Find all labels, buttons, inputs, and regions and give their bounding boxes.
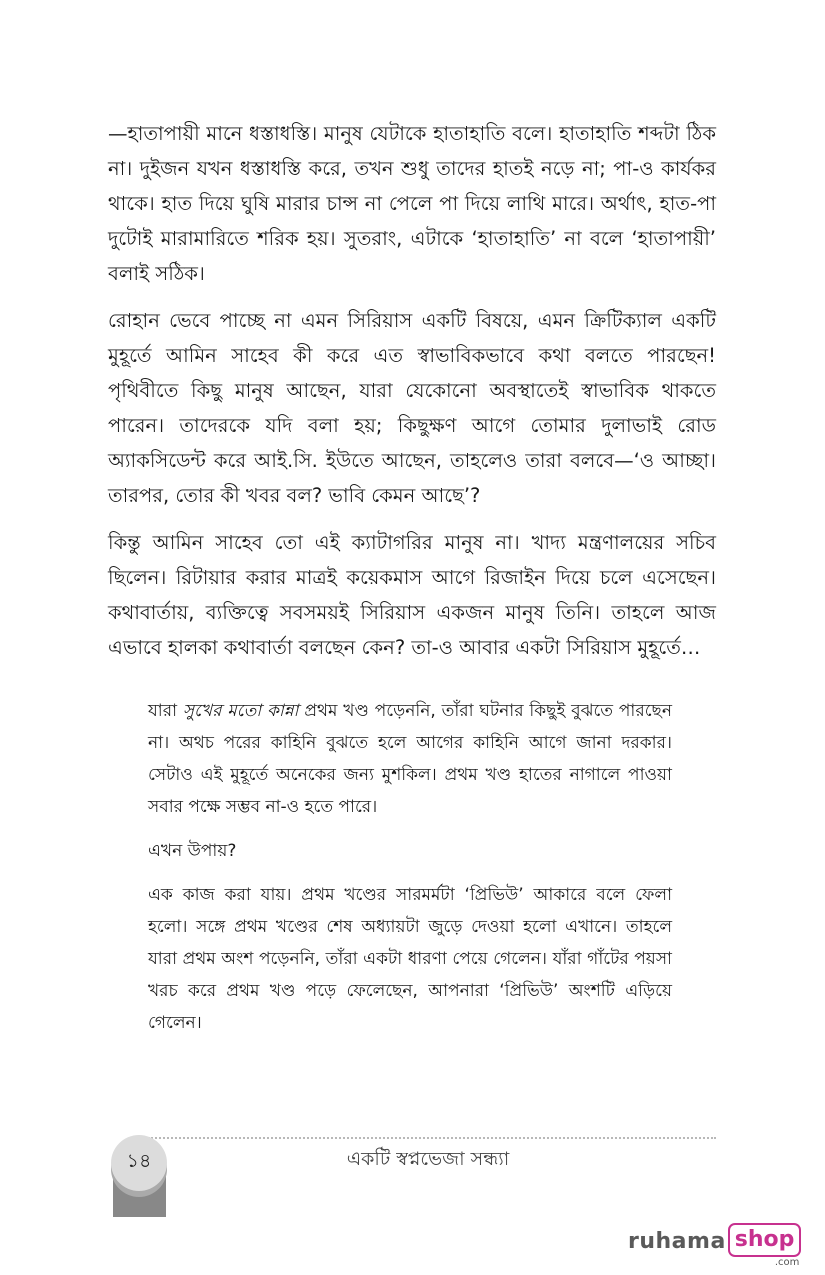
paragraph: রোহান ভেবে পাচ্ছে না এমন সিরিয়াস একটি বিষয়ে, এমন ক্রিটিক্যাল একটি মুহূর্তে আমিন সাহেব কী করে এত স্বাভাবিকভাবে কথা বলতে পারছেন! পৃথিবীতে কিছু মানুষ আছেন, যারা যেকোনো অবস্থাতেই স্বাভাবিক থাকতে পারেন। তাদেরকে যদি বলা হয়; কিছুক্ষণ আগে তোমার দুলাভাই রোড অ্যাকসিডেন্ট করে আই.সি. ইউতে আছেন, তাহলেও তারা বলবে—‘ও আচ্ছা। তারপর, তোর কী খবর বল? ভাবি কেমন আছে’? [108,309,716,507]
paragraph: কিন্তু আমিন সাহেব তো এই ক্যাটাগরির মানুষ না। খাদ্য মন্ত্রণালয়ের সচিব ছিলেন। রিটায়ার করার মাত্রই কয়েকমাস আগে রিজাইন দিয়ে চলে এসেছেন। কথাবার্তায়, ব্যক্তিত্বে সবসময়ই সিরিয়াস একজন মানুষ তিনি। তাহলে আজ এভাবে হালকা কথাবার্তা বলছেন কেন? তা-ও আবার একটা সিরিয়াস মুহূর্তে… [108,531,716,659]
note-paragraph: এখন উপায়? [148,841,237,861]
footer-divider [148,1137,716,1143]
page-number: ১৪ [111,1135,167,1191]
running-footer-title: একটি স্বপ্নভেজা সন্ধ্যা [346,1148,510,1170]
main-text [108,116,716,677]
brand-logo [628,1223,801,1268]
brand-shop-badge [728,1223,802,1268]
brand-shop-text: shop [728,1223,802,1257]
note-text: প্রথম খণ্ড পড়েননি, তাঁরা ঘটনার কিছুই বুঝতে পারছেন না। অথচ পরের কাহিনি বুঝতে হলে আগের কাহিনি আগে জানা দরকার। সেটাও এই মুহূর্তে অনেকের জন্য মুশকিল। প্রথম খণ্ড হাতের নাগালে পাওয়া সবার পক্ষে সম্ভব না-ও হতে পারে। [148,701,672,817]
note-paragraph: এক কাজ করা যায়। প্রথম খণ্ডের সারমর্মটা ‘প্রিভিউ’ আকারে বলে ফেলা হলো। সঙ্গে প্রথম খণ্ডের শেষ অধ্যায়টা জুড়ে দেওয়া হলো এখানে। তাহলে যারা প্রথম অংশ পড়েননি, তাঁরা একটা ধারণা পেয়ে গেলেন। যাঁরা গাঁটের পয়সা খরচ করে প্রথম খণ্ড পড়ে ফেলেছেন, আপনারা ‘প্রিভিউ’ অংশটি এড়িয়ে গেলেন। [148,885,672,1033]
editor-note [148,695,672,1051]
page-spacer [0,1051,825,1135]
paragraph: —হাতাপায়ী মানে ধস্তাধস্তি। মানুষ যেটাকে হাতাহাতি বলে। হাতাহাতি শব্দটা ঠিক না। দুইজন যখন ধস্তাধস্তি করে, তখন শুধু তাদের হাতই নড়ে না; পা-ও কার্যকর থাকে। হাত দিয়ে ঘুষি মারার চান্স না পেলে পা দিয়ে লাথি মারে। অর্থাৎ, হাত-পা দুটোই মারামারিতে শরিক হয়। সুতরাং, এটাকে ‘হাতাহাতি’ না বলে ‘হাতাপায়ী’ বলাই সঠিক। [108,122,716,285]
book-title-italic: সুখের মতো কান্না [182,701,299,721]
note-paragraph [148,695,672,823]
brand-name: ruhama [628,1229,726,1254]
brand-domain: .com [774,1257,800,1268]
page-footer [108,1135,720,1217]
note-text: যারা [148,701,183,721]
brand-row [0,1217,825,1275]
